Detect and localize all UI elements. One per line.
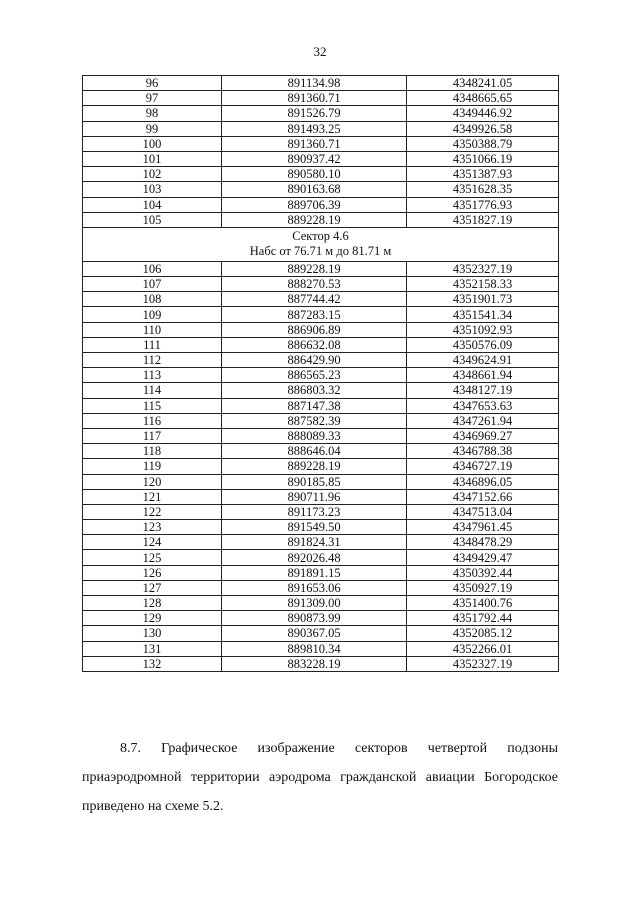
table-row — [83, 444, 559, 459]
coord-y-cell: 4352085.12 — [407, 626, 559, 641]
coord-x-cell: 887744.42 — [222, 292, 407, 307]
coord-x-cell: 889706.39 — [222, 197, 407, 212]
table-row — [83, 307, 559, 322]
section-cell — [83, 227, 559, 261]
coord-y-cell: 4346969.27 — [407, 428, 559, 443]
table-row — [83, 136, 559, 151]
point-number-cell: 124 — [83, 535, 222, 550]
point-number-cell: 112 — [83, 353, 222, 368]
table-row — [83, 656, 559, 671]
table-row — [83, 292, 559, 307]
coord-y-cell: 4350927.19 — [407, 580, 559, 595]
coord-y-cell: 4351066.19 — [407, 151, 559, 166]
table-row — [83, 353, 559, 368]
section-header — [83, 227, 559, 261]
table-row — [83, 428, 559, 443]
coord-x-cell: 891493.25 — [222, 121, 407, 136]
table-row — [83, 368, 559, 383]
table-row — [83, 596, 559, 611]
coord-x-cell: 890937.42 — [222, 151, 407, 166]
table-row — [83, 151, 559, 166]
table-row — [83, 197, 559, 212]
table-row — [83, 91, 559, 106]
point-number-cell: 103 — [83, 182, 222, 197]
coord-y-cell: 4352266.01 — [407, 641, 559, 656]
coord-y-cell: 4351092.93 — [407, 322, 559, 337]
coord-y-cell: 4350576.09 — [407, 337, 559, 352]
coord-x-cell: 886429.90 — [222, 353, 407, 368]
table-row — [83, 106, 559, 121]
table-row — [83, 565, 559, 580]
point-number-cell: 109 — [83, 307, 222, 322]
coord-x-cell: 889810.34 — [222, 641, 407, 656]
point-number-cell: 126 — [83, 565, 222, 580]
coord-x-cell: 891653.06 — [222, 580, 407, 595]
point-number-cell: 99 — [83, 121, 222, 136]
coord-x-cell: 886803.32 — [222, 383, 407, 398]
coord-x-cell: 891173.23 — [222, 504, 407, 519]
point-number-cell: 107 — [83, 277, 222, 292]
table-row — [83, 535, 559, 550]
coord-x-cell: 886906.89 — [222, 322, 407, 337]
point-number-cell: 113 — [83, 368, 222, 383]
table-row — [83, 383, 559, 398]
point-number-cell: 105 — [83, 212, 222, 227]
point-number-cell: 106 — [83, 261, 222, 276]
point-number-cell: 123 — [83, 520, 222, 535]
coord-y-cell: 4350392.44 — [407, 565, 559, 580]
coord-y-cell: 4348665.65 — [407, 91, 559, 106]
point-number-cell: 125 — [83, 550, 222, 565]
point-number-cell: 110 — [83, 322, 222, 337]
coord-y-cell: 4348661.94 — [407, 368, 559, 383]
paragraph-number: 8.7. — [120, 741, 141, 756]
coord-y-cell: 4351541.34 — [407, 307, 559, 322]
point-number-cell: 97 — [83, 91, 222, 106]
table-row — [83, 504, 559, 519]
point-number-cell: 108 — [83, 292, 222, 307]
point-number-cell: 131 — [83, 641, 222, 656]
coord-y-cell: 4348127.19 — [407, 383, 559, 398]
table-body-before — [83, 76, 559, 228]
coord-x-cell: 887147.38 — [222, 398, 407, 413]
coord-y-cell: 4351901.73 — [407, 292, 559, 307]
coord-y-cell: 4350388.79 — [407, 136, 559, 151]
coord-y-cell: 4351400.76 — [407, 596, 559, 611]
table-row — [83, 76, 559, 91]
table-row — [83, 337, 559, 352]
coord-x-cell: 887283.15 — [222, 307, 407, 322]
page-number: 32 — [313, 44, 327, 59]
coord-y-cell: 4346788.38 — [407, 444, 559, 459]
coord-x-cell: 888270.53 — [222, 277, 407, 292]
coord-y-cell: 4348241.05 — [407, 76, 559, 91]
coord-x-cell: 891824.31 — [222, 535, 407, 550]
point-number-cell: 102 — [83, 167, 222, 182]
coord-x-cell: 888646.04 — [222, 444, 407, 459]
coord-y-cell: 4347653.63 — [407, 398, 559, 413]
paragraph-line-1 — [82, 734, 558, 763]
coord-y-cell: 4352327.19 — [407, 656, 559, 671]
coord-y-cell: 4351827.19 — [407, 212, 559, 227]
coord-y-cell: 4347152.66 — [407, 489, 559, 504]
coord-x-cell: 891549.50 — [222, 520, 407, 535]
table-row — [83, 580, 559, 595]
point-number-cell: 104 — [83, 197, 222, 212]
coord-x-cell: 886632.08 — [222, 337, 407, 352]
point-number-cell: 115 — [83, 398, 222, 413]
paragraph-line-2: приаэродромной территории аэродрома гражданской авиации Богородское — [82, 770, 558, 785]
point-number-cell: 128 — [83, 596, 222, 611]
coord-x-cell: 891360.71 — [222, 91, 407, 106]
coord-x-cell: 891891.15 — [222, 565, 407, 580]
coord-x-cell: 887582.39 — [222, 413, 407, 428]
point-number-cell: 129 — [83, 611, 222, 626]
coord-y-cell: 4347513.04 — [407, 504, 559, 519]
coord-y-cell: 4349446.92 — [407, 106, 559, 121]
table-row — [83, 611, 559, 626]
point-number-cell: 121 — [83, 489, 222, 504]
table-row — [83, 550, 559, 565]
coord-x-cell: 890711.96 — [222, 489, 407, 504]
coord-x-cell: 889228.19 — [222, 459, 407, 474]
point-number-cell: 116 — [83, 413, 222, 428]
paragraph-line-3: приведено на схеме 5.2. — [82, 799, 224, 814]
coord-y-cell: 4347261.94 — [407, 413, 559, 428]
paragraph-line-1-text: Графическое изображение секторов четвертой подзоны — [161, 741, 558, 756]
coord-y-cell: 4352327.19 — [407, 261, 559, 276]
table-row — [83, 212, 559, 227]
table-row — [83, 261, 559, 276]
coord-y-cell: 4349429.47 — [407, 550, 559, 565]
point-number-cell: 119 — [83, 459, 222, 474]
coord-y-cell: 4351776.93 — [407, 197, 559, 212]
coord-x-cell: 891526.79 — [222, 106, 407, 121]
point-number-cell: 96 — [83, 76, 222, 91]
coord-x-cell: 891134.98 — [222, 76, 407, 91]
paragraph-8-7 — [82, 734, 558, 821]
coord-x-cell: 890367.05 — [222, 626, 407, 641]
coord-x-cell: 890163.68 — [222, 182, 407, 197]
point-number-cell: 100 — [83, 136, 222, 151]
coord-x-cell: 889228.19 — [222, 212, 407, 227]
coord-y-cell: 4351628.35 — [407, 182, 559, 197]
coord-y-cell: 4347961.45 — [407, 520, 559, 535]
point-number-cell: 98 — [83, 106, 222, 121]
coord-x-cell: 890873.99 — [222, 611, 407, 626]
coord-y-cell: 4351387.93 — [407, 167, 559, 182]
table-body-after — [83, 261, 559, 671]
table-row — [83, 121, 559, 136]
point-number-cell: 122 — [83, 504, 222, 519]
table-row — [83, 626, 559, 641]
table-row — [83, 520, 559, 535]
coordinates-table — [82, 75, 559, 672]
point-number-cell: 127 — [83, 580, 222, 595]
coord-x-cell: 890185.85 — [222, 474, 407, 489]
point-number-cell: 117 — [83, 428, 222, 443]
table-row — [83, 322, 559, 337]
coord-x-cell: 886565.23 — [222, 368, 407, 383]
table-row — [83, 277, 559, 292]
section-subtitle: Набс от 76.71 м до 81.71 м — [249, 244, 392, 259]
table-row — [83, 167, 559, 182]
coord-x-cell: 892026.48 — [222, 550, 407, 565]
point-number-cell: 101 — [83, 151, 222, 166]
coord-x-cell: 891360.71 — [222, 136, 407, 151]
coord-x-cell: 890580.10 — [222, 167, 407, 182]
coord-x-cell: 889228.19 — [222, 261, 407, 276]
table-row — [83, 182, 559, 197]
coord-x-cell: 891309.00 — [222, 596, 407, 611]
coord-y-cell: 4349926.58 — [407, 121, 559, 136]
coord-y-cell: 4351792.44 — [407, 611, 559, 626]
coord-x-cell: 883228.19 — [222, 656, 407, 671]
coord-y-cell: 4349624.91 — [407, 353, 559, 368]
point-number-cell: 120 — [83, 474, 222, 489]
point-number-cell: 132 — [83, 656, 222, 671]
coord-y-cell: 4348478.29 — [407, 535, 559, 550]
section-title: Сектор 4.6 — [292, 229, 349, 244]
coord-y-cell: 4346896.05 — [407, 474, 559, 489]
table-row — [83, 413, 559, 428]
table-row — [83, 398, 559, 413]
coord-y-cell: 4352158.33 — [407, 277, 559, 292]
table-row — [83, 474, 559, 489]
point-number-cell: 118 — [83, 444, 222, 459]
point-number-cell: 111 — [83, 337, 222, 352]
table-row — [83, 641, 559, 656]
coord-y-cell: 4346727.19 — [407, 459, 559, 474]
point-number-cell: 114 — [83, 383, 222, 398]
table-row — [83, 489, 559, 504]
point-number-cell: 130 — [83, 626, 222, 641]
section-row — [83, 227, 559, 261]
coord-x-cell: 888089.33 — [222, 428, 407, 443]
table-row — [83, 459, 559, 474]
